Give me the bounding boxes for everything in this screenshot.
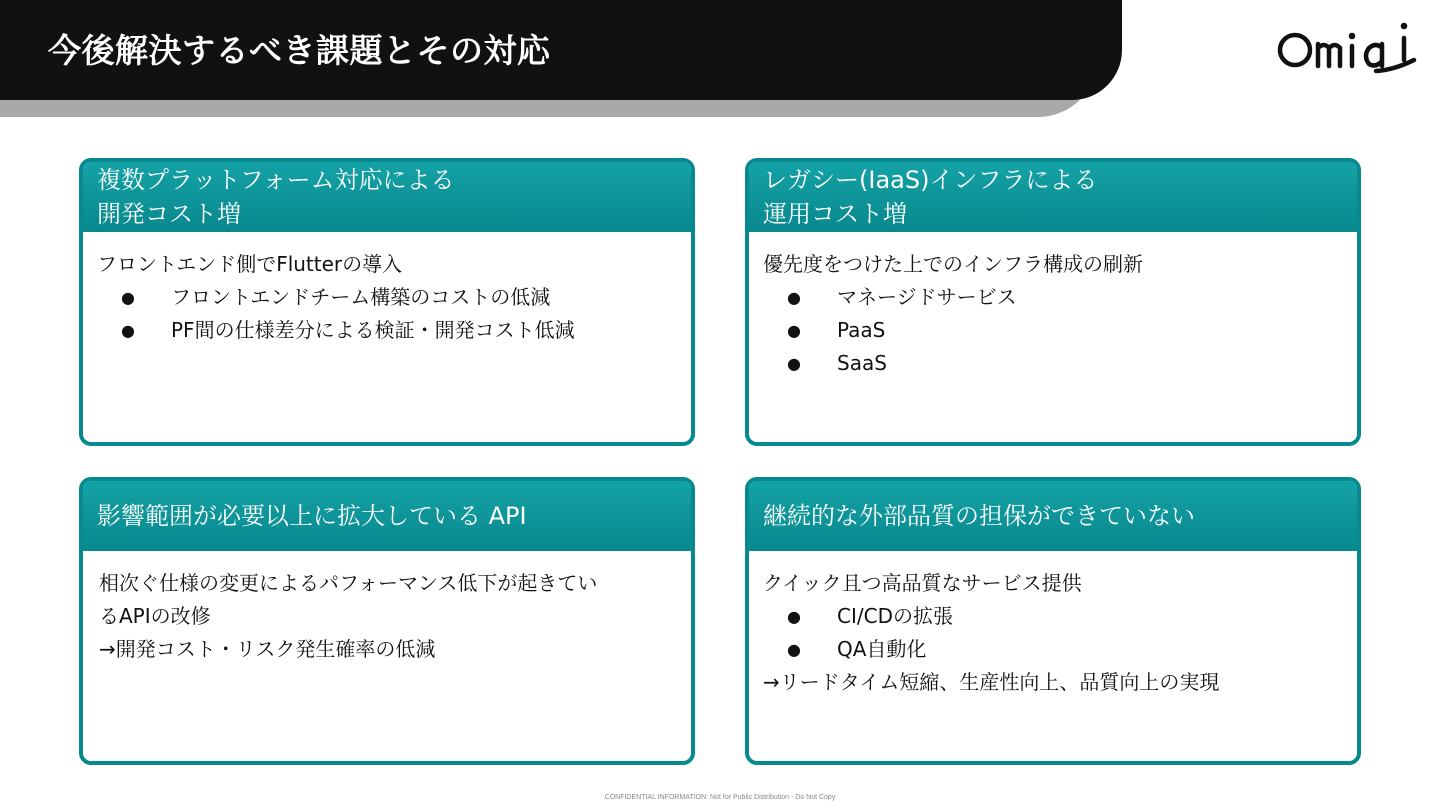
bullet-text: マネージドサービス (837, 285, 1017, 309)
page-title: 今後解決するべき課題とその対応 (48, 30, 551, 70)
omiai-logo (1276, 14, 1420, 76)
card-body (763, 567, 1343, 699)
bullet-text: SaaS (837, 351, 887, 375)
card-lead: クイック且つ高品質なサービス提供 (763, 571, 1082, 595)
list-item (763, 281, 1343, 314)
confidential-footer: CONFIDENTIAL INFORMATION: Not for Public Distribution - Do Not Copy (604, 794, 836, 801)
card-body (97, 248, 677, 347)
bullet-icon: ● (787, 321, 801, 340)
card-heading-line: 影響範囲が必要以上に拡大している API (97, 502, 527, 530)
card-lead-continued: るAPIの改修 (99, 604, 211, 628)
card-header (749, 162, 1357, 232)
card-lead: フロントエンド側でFlutterの導入 (97, 252, 403, 276)
list-item (763, 633, 1343, 666)
card-conclusion: →開発コスト・リスク発生確率の低減 (99, 637, 436, 661)
bullet-text: フロントエンドチーム構築のコストの低減 (171, 285, 551, 309)
card-lead: 優先度をつけた上でのインフラ構成の刷新 (763, 252, 1143, 276)
bullet-icon: ● (121, 288, 135, 307)
bullet-icon: ● (787, 607, 801, 626)
bullet-text: QA自動化 (837, 637, 927, 661)
card-legacy-infra (745, 158, 1361, 446)
card-heading-line: 複数プラットフォーム対応による (97, 166, 455, 194)
card-external-quality (745, 477, 1361, 765)
card-heading-line: 継続的な外部品質の担保ができていない (763, 502, 1195, 530)
card-heading-line: 開発コスト増 (97, 200, 241, 228)
card-heading-line: レガシー(IaaS)インフラによる (763, 166, 1098, 194)
card-api-impact (79, 477, 695, 765)
list-item (763, 314, 1343, 347)
bullet-text: PF間の仕様差分による検証・開発コスト低減 (171, 318, 575, 342)
card-body (763, 248, 1343, 380)
list-item (763, 347, 1343, 380)
card-header (83, 481, 691, 551)
card-multi-platform (79, 158, 695, 446)
title-bar (0, 0, 1122, 100)
bullet-text: CI/CDの拡張 (837, 604, 953, 628)
bullet-icon: ● (787, 354, 801, 373)
bullet-icon: ● (787, 288, 801, 307)
list-item (97, 314, 677, 347)
card-heading-line: 運用コスト増 (763, 200, 907, 228)
list-item (763, 600, 1343, 633)
list-item (97, 281, 677, 314)
card-header (749, 481, 1357, 551)
bullet-icon: ● (121, 321, 135, 340)
bullet-text: PaaS (837, 318, 886, 342)
card-body (99, 567, 677, 666)
card-conclusion: →リードタイム短縮、生産性向上、品質向上の実現 (763, 670, 1220, 694)
card-lead: 相次ぐ仕様の変更によるパフォーマンス低下が起きてい (99, 571, 598, 595)
bullet-icon: ● (787, 640, 801, 659)
card-header (83, 162, 691, 232)
